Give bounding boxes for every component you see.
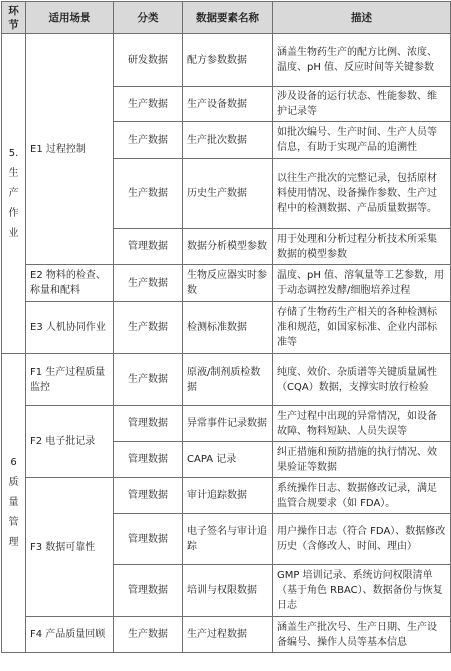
header-stage: 环节 bbox=[2, 2, 26, 34]
category-cell: 生产数据 bbox=[114, 354, 183, 406]
element-cell: 原液/制剂质检数据 bbox=[183, 354, 273, 406]
description-cell: 纯度、效价、杂质谱等关键质量属性（CQA）数据，支撑实时放行检验 bbox=[273, 354, 451, 406]
table-row bbox=[2, 478, 451, 514]
scene-cell: E1 过程控制 bbox=[26, 34, 114, 265]
category-cell: 管理数据 bbox=[114, 406, 183, 442]
scene-cell: E3 人机协同作业 bbox=[26, 302, 114, 354]
element-cell: 审计追踪数据 bbox=[183, 478, 273, 514]
category-cell: 管理数据 bbox=[114, 514, 183, 565]
description-cell: 用户操作日志（符合 FDA）、数据修改历史（含修改人、时间、理由） bbox=[273, 514, 451, 565]
description-cell: GMP 培训记录、系统访问权限清单（基于角色 RBAC）、数据备份与恢复日志 bbox=[273, 565, 451, 617]
table-row bbox=[2, 302, 451, 354]
category-cell: 管理数据 bbox=[114, 229, 183, 265]
element-cell: 生产过程数据 bbox=[183, 617, 273, 653]
element-cell: 检测标准数据 bbox=[183, 302, 273, 354]
description-cell: 系统操作日志、数据修改记录，满足监管合规要求（如 FDA）。 bbox=[273, 478, 451, 514]
category-cell: 生产数据 bbox=[114, 159, 183, 229]
category-cell: 管理数据 bbox=[114, 565, 183, 617]
description-cell: 涵盖生产批次号、生产日期、生产设备编号、操作人员等基本信息 bbox=[273, 617, 451, 653]
table-row bbox=[2, 34, 451, 87]
category-cell: 生产数据 bbox=[114, 122, 183, 159]
category-cell: 生产数据 bbox=[114, 87, 183, 122]
scene-cell: F4 产品质量回顾 bbox=[26, 617, 114, 653]
category-cell: 生产数据 bbox=[114, 617, 183, 653]
category-cell: 生产数据 bbox=[114, 265, 183, 302]
table-row bbox=[2, 265, 451, 302]
header-scene: 适用场景 bbox=[26, 2, 114, 34]
element-cell: 生产批次数据 bbox=[183, 122, 273, 159]
scene-cell: F3 数据可靠性 bbox=[26, 478, 114, 617]
element-cell: 数据分析模型参数 bbox=[183, 229, 273, 265]
scene-cell: F1 生产过程质量监控 bbox=[26, 354, 114, 406]
description-cell: 涵盖生物药生产的配方比例、浓度、温度、pH 值、反应时间等关键参数 bbox=[273, 34, 451, 87]
description-cell: 温度、pH 值、溶氧量等工艺参数，用于动态调控发酵/细胞培养过程 bbox=[273, 265, 451, 302]
header-element: 数据要素名称 bbox=[183, 2, 273, 34]
element-cell: 配方参数数据 bbox=[183, 34, 273, 87]
scene-cell: E2 物料的检查、称量和配料 bbox=[26, 265, 114, 302]
element-cell: CAPA 记录 bbox=[183, 442, 273, 478]
table-row bbox=[2, 406, 451, 442]
header-row bbox=[2, 2, 451, 34]
header-category: 分类 bbox=[114, 2, 183, 34]
description-cell: 生产过程中出现的异常情况，如设备故障、物料短缺、人员失误等 bbox=[273, 406, 451, 442]
element-cell: 历史生产数据 bbox=[183, 159, 273, 229]
header-description: 描述 bbox=[273, 2, 451, 34]
description-cell: 涉及设备的运行状态、性能参数、维护记录等 bbox=[273, 87, 451, 122]
stage-cell: 5.生产作业 bbox=[2, 34, 26, 354]
table-row bbox=[2, 354, 451, 406]
element-cell: 生物反应器实时参数 bbox=[183, 265, 273, 302]
element-cell: 培训与权限数据 bbox=[183, 565, 273, 617]
stage-cell: 6质量管理 bbox=[2, 354, 26, 653]
data-elements-table bbox=[1, 1, 451, 653]
scene-cell: F2 电子批记录 bbox=[26, 406, 114, 478]
description-cell: 存储了生物药生产相关的各种检测标准和规范，如国家标准、企业内部标准等 bbox=[273, 302, 451, 354]
table-row bbox=[2, 617, 451, 653]
element-cell: 异常事件记录数据 bbox=[183, 406, 273, 442]
description-cell: 如批次编号、生产时间、生产人员等信息，有助于实现产品的追溯性 bbox=[273, 122, 451, 159]
description-cell: 以往生产批次的完整记录，包括原材料使用情况、设备操作参数、生产过程中的检测数据、产品质量数据等。 bbox=[273, 159, 451, 229]
category-cell: 管理数据 bbox=[114, 442, 183, 478]
category-cell: 研发数据 bbox=[114, 34, 183, 87]
element-cell: 生产设备数据 bbox=[183, 87, 273, 122]
description-cell: 纠正措施和预防措施的执行情况、效果验证等数据 bbox=[273, 442, 451, 478]
description-cell: 用于处理和分析过程分析技术所采集数据的模型参数 bbox=[273, 229, 451, 265]
category-cell: 管理数据 bbox=[114, 478, 183, 514]
element-cell: 电子签名与审计追踪 bbox=[183, 514, 273, 565]
category-cell: 生产数据 bbox=[114, 302, 183, 354]
